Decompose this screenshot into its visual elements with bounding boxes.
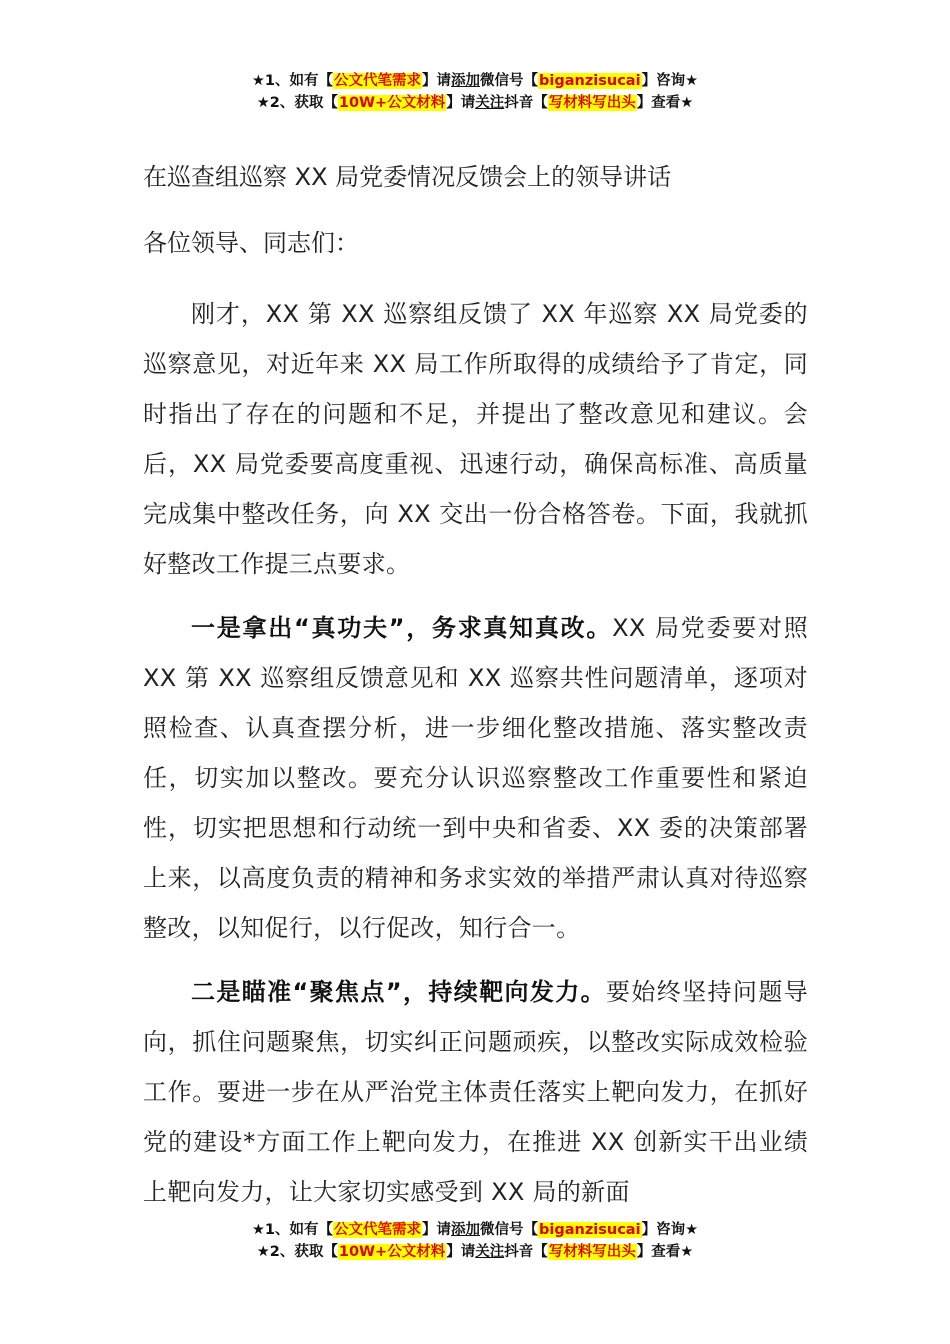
ad-text: 】请 xyxy=(446,1244,476,1260)
ad-text: ★1、如有【 xyxy=(251,73,334,89)
ad-line-2 xyxy=(0,92,950,114)
douyin-account: 写材料写出头 xyxy=(548,1244,636,1260)
underlined-text: 添加 xyxy=(451,73,481,89)
ad-text: ★1、如有【 xyxy=(251,1222,334,1238)
underlined-text: 关注 xyxy=(475,1244,505,1260)
point-1-body: XX 局党委要对照 XX 第 XX 巡察组反馈意见和 XX 巡察共性问题清单，逐项对照检查、认真查摆分析，进一步细化整改措施、落实整改责任，切实加以整改。要充分认识巡察整改工作重要性和紧迫性，切实把思想和行动统一到中央和省委、XX 委的决策部署上来，以高度负责的精神和务求实效的举措严肃认真对待巡察整改，以知促行，以行促改，知行合一。 xyxy=(143,614,808,942)
underlined-text: 添加 xyxy=(451,1222,481,1238)
ad-line-1 xyxy=(0,70,950,92)
highlight-text: 10W+公文材料 xyxy=(338,1244,446,1260)
ad-text: ★2、获取【 xyxy=(256,1244,338,1260)
ad-text: 】请 xyxy=(422,73,452,89)
ad-text: 抖音【 xyxy=(504,1244,548,1260)
paragraph-point-2 xyxy=(143,967,808,1217)
ad-text: 】请 xyxy=(422,1222,452,1238)
ad-text: ★2、获取【 xyxy=(256,95,338,111)
ad-text: 】咨询★ xyxy=(641,73,699,89)
ad-text: 】查看★ xyxy=(636,95,694,111)
ad-line-2 xyxy=(0,1241,950,1263)
douyin-account: 写材料写出头 xyxy=(548,95,636,111)
ad-text: 微信号【 xyxy=(480,73,539,89)
point-1-heading: 一是拿出“真功夫”，务求真知真改。 xyxy=(191,614,613,642)
ad-text: 抖音【 xyxy=(504,95,548,111)
paragraph-intro: 刚才，XX 第 XX 巡察组反馈了 XX 年巡察 XX 局党委的巡察意见，对近年来 XX 局工作所取得的成绩给予了肯定，同时指出了存在的问题和不足，并提出了整改意见和建议。会后，XX 局党委要高度重视、迅速行动，确保高标准、高质量完成集中整改任务，向 XX 交出一份合格答卷。下面，我就抓好整改工作提三点要求。 xyxy=(143,300,808,578)
wechat-id: biganzisucai xyxy=(539,73,641,89)
paragraph-point-1 xyxy=(143,603,808,953)
point-2-body: 要始终坚持问题导向，抓住问题聚焦，切实纠正问题顽疾，以整改实际成效检验工作。要进一步在从严治党主体责任落实上靶向发力，在抓好党的建设*方面工作上靶向发力，在推进 XX 创新实干出业绩上靶向发力，让大家切实感受到 XX 局的新面 xyxy=(143,978,808,1206)
salutation: 各位领导、同志们： xyxy=(143,229,359,257)
document-body xyxy=(143,155,808,1217)
ad-banner-top xyxy=(0,70,950,114)
ad-text: 】咨询★ xyxy=(641,1222,699,1238)
highlight-text: 公文代笔需求 xyxy=(334,73,422,89)
ad-text: 】请 xyxy=(446,95,476,111)
ad-text: 微信号【 xyxy=(480,1222,539,1238)
highlight-text: 公文代笔需求 xyxy=(334,1222,422,1238)
wechat-id: biganzisucai xyxy=(539,1222,641,1238)
point-2-heading: 二是瞄准“聚焦点”，持续靶向发力。 xyxy=(191,978,607,1006)
ad-banner-bottom xyxy=(0,1219,950,1263)
document-title: 在巡查组巡察 XX 局党委情况反馈会上的领导讲话 xyxy=(143,163,672,191)
ad-line-1 xyxy=(0,1219,950,1241)
highlight-text: 10W+公文材料 xyxy=(338,95,446,111)
ad-text: 】查看★ xyxy=(636,1244,694,1260)
underlined-text: 关注 xyxy=(475,95,505,111)
